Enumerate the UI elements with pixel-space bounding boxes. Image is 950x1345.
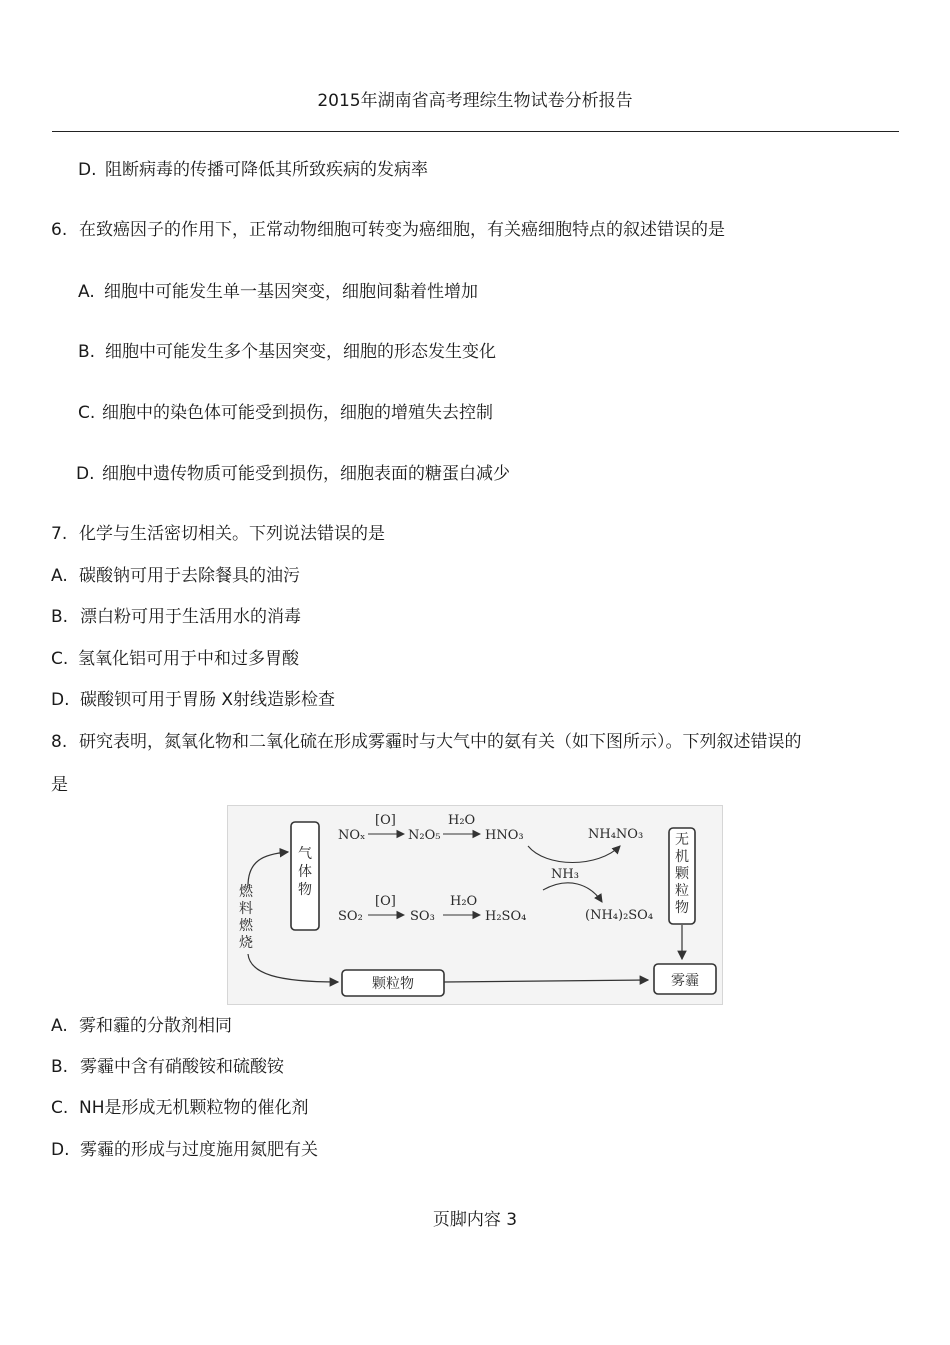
option-text: 碳酸钠可用于去除餐具的油污: [79, 566, 300, 586]
option-text: NH是形成无机颗粒物的催化剂: [79, 1098, 309, 1118]
option-text: 细胞中可能发生单一基因突变，细胞间黏着性增加: [104, 282, 478, 302]
question-number: 7.: [51, 524, 68, 544]
gas-box-char-3: 物: [298, 882, 312, 898]
q7-option-c: [51, 648, 299, 670]
arrow-fuel-to-gas: [248, 852, 288, 886]
fuel-char-4: 烧: [239, 935, 253, 951]
option-label: D.: [78, 160, 97, 180]
option-text: 阻断病毒的传播可降低其所致疾病的发病率: [105, 160, 428, 180]
option-label: A.: [78, 282, 95, 302]
q5-option-d: [78, 159, 428, 181]
q8-option-d: [51, 1139, 318, 1161]
option-label: B.: [51, 607, 69, 627]
q7-option-b: [51, 606, 301, 628]
row1-hno3: HNO₃: [485, 828, 524, 843]
question-number: 6.: [51, 220, 68, 240]
q8-stem-continued: 是: [51, 775, 68, 795]
arrow-row1-ammonia: [528, 846, 620, 863]
q8-option-b: [51, 1056, 284, 1078]
option-label: C.: [51, 1098, 69, 1118]
option-text: 细胞中遗传物质可能受到损伤，细胞表面的糖蛋白减少: [102, 464, 510, 484]
row1-oxidant: [O]: [375, 813, 396, 828]
fuel-char-2: 料: [239, 901, 253, 917]
haze-box-label: 雾霾: [671, 973, 699, 989]
page-header-title: 2015年湖南省高考理综生物试卷分析报告: [317, 91, 633, 111]
option-text: 细胞中可能发生多个基因突变，细胞的形态发生变化: [105, 342, 496, 362]
arrow-row2-ammonia: [543, 883, 602, 902]
arrow-particle-to-haze: [444, 980, 648, 982]
fuel-char-1: 燃: [239, 884, 253, 900]
q6-option-b: [78, 341, 496, 363]
arrow-fuel-to-particle: [248, 954, 338, 982]
option-text: 氢氧化铝可用于中和过多胃酸: [78, 649, 299, 669]
row1-nox: NOₓ: [338, 828, 366, 843]
q8-stem: [51, 731, 802, 753]
gas-box-char-1: 气: [298, 846, 312, 862]
q6-option-d: [76, 463, 510, 485]
question-number: 8.: [51, 732, 68, 752]
ammonia-label: NH₃: [551, 867, 579, 882]
option-label: D.: [51, 1140, 70, 1160]
question-text: 化学与生活密切相关。下列说法错误的是: [79, 524, 385, 544]
diagram-svg: [228, 806, 722, 1004]
row2-oxidant: [O]: [375, 894, 396, 909]
option-label: A.: [51, 566, 68, 586]
q7-option-d: [51, 689, 335, 711]
inorganic-box-char-3: 颗: [675, 866, 689, 882]
q6-option-a: [78, 281, 478, 303]
option-text: 雾霾的形成与过度施用氮肥有关: [80, 1140, 318, 1160]
q6-option-c: [78, 402, 493, 424]
page-footer: 页脚内容 3: [432, 1210, 518, 1230]
option-label: B.: [51, 1057, 69, 1077]
row2-h2so4: H₂SO₄: [485, 909, 527, 924]
question-text: 在致癌因子的作用下，正常动物细胞可转变为癌细胞，有关癌细胞特点的叙述错误的是: [79, 220, 725, 240]
option-text: 雾霾中含有硝酸铵和硫酸铵: [80, 1057, 284, 1077]
option-text: 雾和霾的分散剂相同: [79, 1016, 232, 1036]
option-label: C.: [51, 649, 69, 669]
q8-option-a: [51, 1015, 232, 1037]
q6-stem: [51, 219, 725, 241]
question-text: 研究表明，氮氧化物和二氧化硫在形成雾霾时与大气中的氨有关（如下图所示）。下列叙述错误的: [79, 732, 802, 752]
inorganic-box-char-4: 粒: [675, 883, 689, 899]
row1-nh4no3: NH₄NO₃: [588, 827, 644, 842]
option-text: 碳酸钡可用于胃肠 X射线造影检查: [80, 690, 336, 710]
option-label: B.: [78, 342, 96, 362]
option-label: D.: [51, 690, 70, 710]
option-text: 细胞中的染色体可能受到损伤，细胞的增殖失去控制: [102, 403, 493, 423]
particle-box-label: 颗粒物: [372, 976, 414, 992]
gas-box-char-2: 体: [298, 864, 312, 880]
q7-stem: [51, 523, 385, 545]
fuel-char-3: 燃: [239, 918, 253, 934]
inorganic-box-char-5: 物: [675, 900, 689, 916]
row2-so2: SO₂: [338, 909, 363, 924]
row1-n2o5: N₂O₅: [408, 828, 441, 843]
row1-water: H₂O: [448, 813, 476, 828]
option-text: 漂白粉可用于生活用水的消毒: [80, 607, 301, 627]
row2-nh4-2so4: (NH₄)₂SO₄: [585, 908, 654, 923]
header-rule: [52, 131, 899, 132]
q8-option-c: [51, 1097, 309, 1119]
q7-option-a: [51, 565, 300, 587]
option-label: A.: [51, 1016, 68, 1036]
row2-so3: SO₃: [410, 909, 435, 924]
option-label: D.: [76, 464, 95, 484]
row2-water: H₂O: [450, 894, 478, 909]
inorganic-box-char-2: 机: [675, 849, 689, 865]
haze-formation-diagram: [227, 805, 723, 1005]
inorganic-box-char-1: 无: [675, 832, 689, 848]
option-label: C.: [78, 403, 96, 423]
